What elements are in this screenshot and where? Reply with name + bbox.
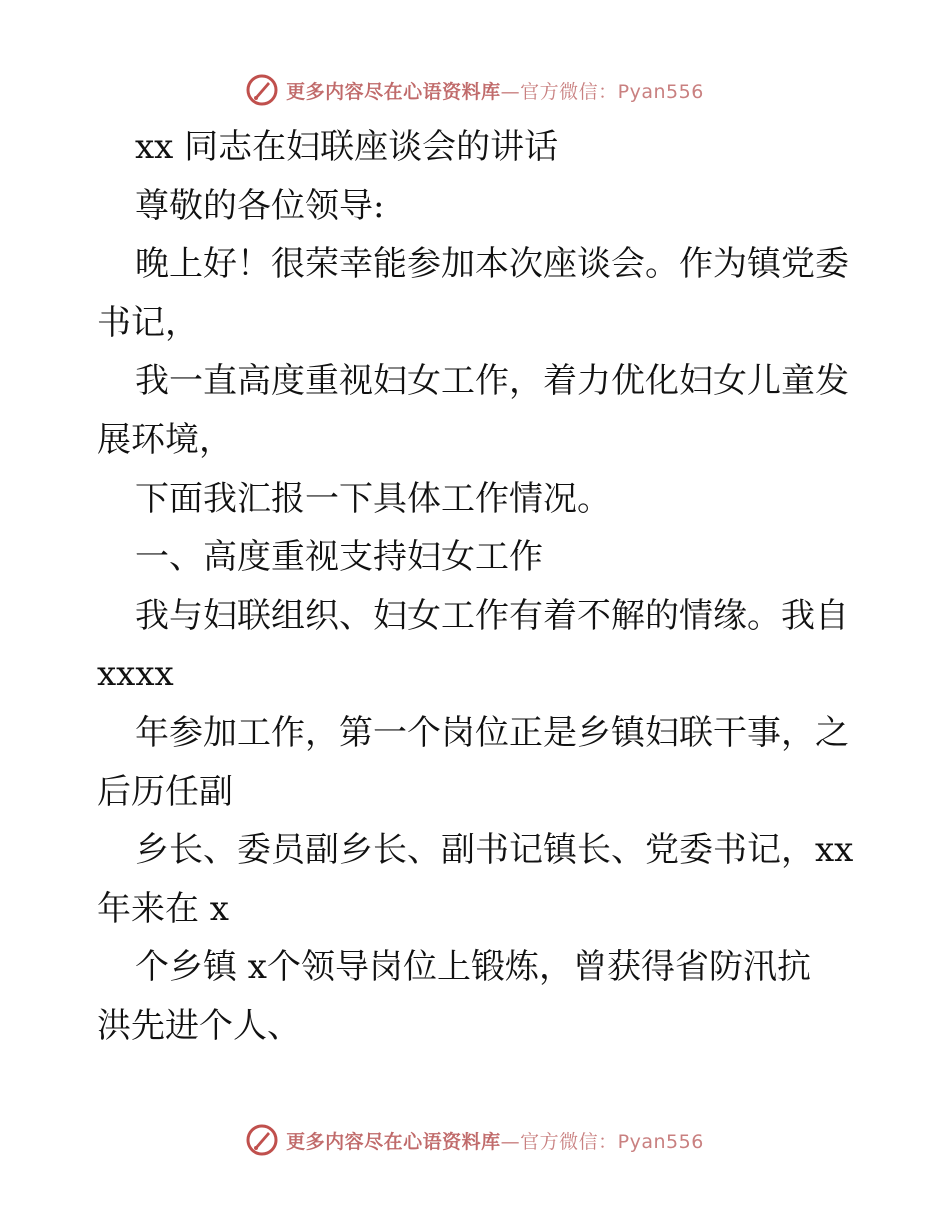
header-watermark-text [286, 77, 704, 104]
text-line: 后历任副 [97, 771, 233, 812]
text-line: 我与妇联组织、妇女工作有着不解的情缘。我自 [135, 595, 849, 636]
header-watermark-sub: —官方微信：Pyan556 [500, 80, 704, 103]
text-line: 乡长、委员副乡长、副书记镇长、党委书记，xx [135, 830, 854, 871]
text-line: 下面我汇报一下具体工作情况。 [135, 478, 611, 519]
header-watermark [0, 70, 950, 110]
document-body [97, 118, 857, 1056]
header-watermark-main: 更多内容尽在心语资料库 [286, 80, 501, 103]
text-line: xxxx [97, 654, 174, 695]
footer-watermark-main: 更多内容尽在心语资料库 [286, 1130, 501, 1153]
text-line: 年参加工作，第一个岗位正是乡镇妇联干事，之 [135, 712, 849, 753]
footer-watermark [0, 1120, 950, 1160]
text-line: 个乡镇 x个领导岗位上锻炼，曾获得省防汛抗 [135, 947, 811, 988]
text-line: 我一直高度重视妇女工作，着力优化妇女儿童发 [135, 361, 849, 402]
quill-logo-icon [246, 1124, 278, 1156]
text-line: 晚上好！很荣幸能参加本次座谈会。作为镇党委 [135, 244, 849, 285]
salutation: 尊敬的各位领导: [135, 185, 385, 226]
text-line: 展环境， [97, 419, 233, 460]
quill-logo-icon [246, 74, 278, 106]
text-line: 年来在 x [97, 888, 229, 929]
footer-watermark-sub: —官方微信：Pyan556 [500, 1130, 704, 1153]
footer-watermark-text [286, 1127, 704, 1154]
text-line: 洪先进个人、 [97, 1005, 301, 1046]
doc-title: xx 同志在妇联座谈会的讲话 [135, 127, 559, 167]
text-line: 书记， [97, 302, 199, 343]
section-heading: 一、高度重视支持妇女工作 [135, 537, 543, 578]
